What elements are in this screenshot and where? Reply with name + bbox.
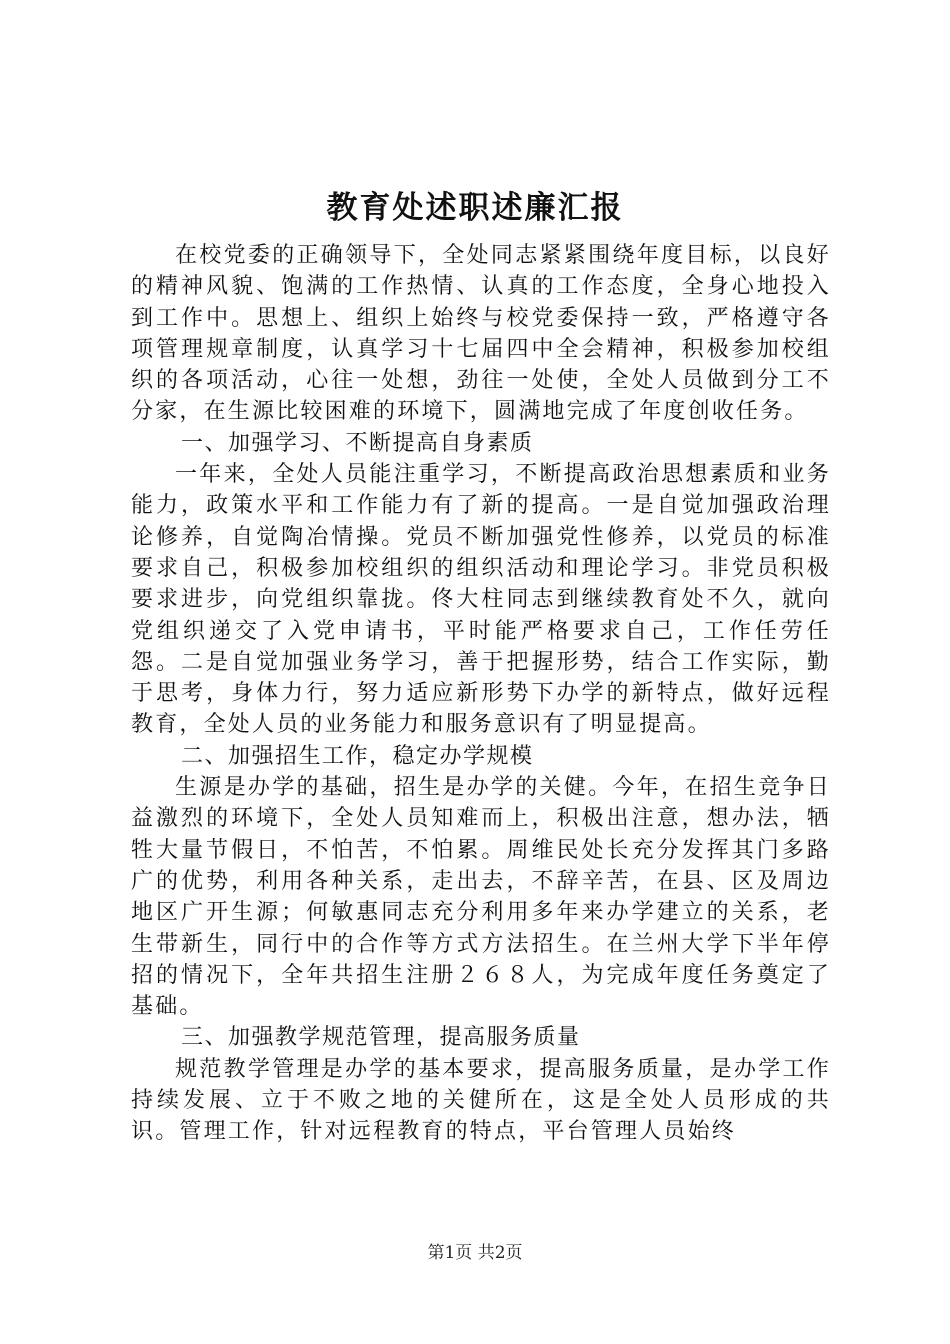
page-number-footer: 第1页 共2页	[427, 1243, 523, 1263]
document-title: 教育处述职述廉汇报	[326, 190, 624, 226]
section-heading-3: 三、加强教学规范管理，提高服务质量	[181, 1025, 581, 1051]
section-heading-1: 一、加强学习、不断提高自身素质	[181, 430, 534, 456]
section-heading-2: 二、加强招生工作，稳定办学规模	[181, 743, 534, 769]
paragraph-section-3: 规范教学管理是办学的基本要求，提高服务质量，是办学工作持续发展、立于不败之地的关健所在，这是全处人员形成的共识。管理工作，针对远程教育的特点，平台管理人员始终	[131, 1056, 831, 1145]
document-body	[131, 240, 831, 1148]
paragraph-intro: 在校党委的正确领导下，全处同志紧紧围绕年度目标，以良好的精神风貌、饱满的工作热情、认真的工作态度，全身心地投入到工作中。思想上、组织上始终与校党委保持一致，严格遵守各项管理规章制度，认真学习十七届四中全会精神，积极参加校组织的各项活动，心往一处想，劲往一处使，全处人员做到分工不分家，在生源比较困难的环境下，圆满地完成了年度创收任务。	[131, 243, 831, 425]
paragraph-section-1: 一年来，全处人员能注重学习，不断提高政治思想素质和业务能力，政策水平和工作能力有了新的提高。一是自觉加强政治理论修养，自觉陶冶情操。党员不断加强党性修养，以党员的标准要求自己，积极参加校组织的组织活动和理论学习。非党员积极要求进步，向党组织靠拢。佟大柱同志到继续教育处不久，就向党组织递交了入党申请书，平时能严格要求自己，工作任劳任怨。二是自觉加强业务学习，善于把握形势，结合工作实际，勤于思考，身体力行，努力适应新形势下办学的新特点，做好远程教育，全处人员的业务能力和服务意识有了明显提高。	[131, 462, 831, 738]
paragraph-section-2: 生源是办学的基础，招生是办学的关健。今年，在招生竞争日益激烈的环境下，全处人员知难而上，积极出注意，想办法，牺牲大量节假日，不怕苦，不怕累。周维民处长充分发挥其门多路广的优势，利用各种关系，走出去，不辞辛苦，在县、区及周边地区广开生源；何敏惠同志充分利用多年来办学建立的关系，老生带新生，同行中的合作等方式方法招生。在兰州大学下半年停招的情况下，全年共招生注册２６８人，为完成年度任务奠定了基础。	[131, 775, 831, 1020]
